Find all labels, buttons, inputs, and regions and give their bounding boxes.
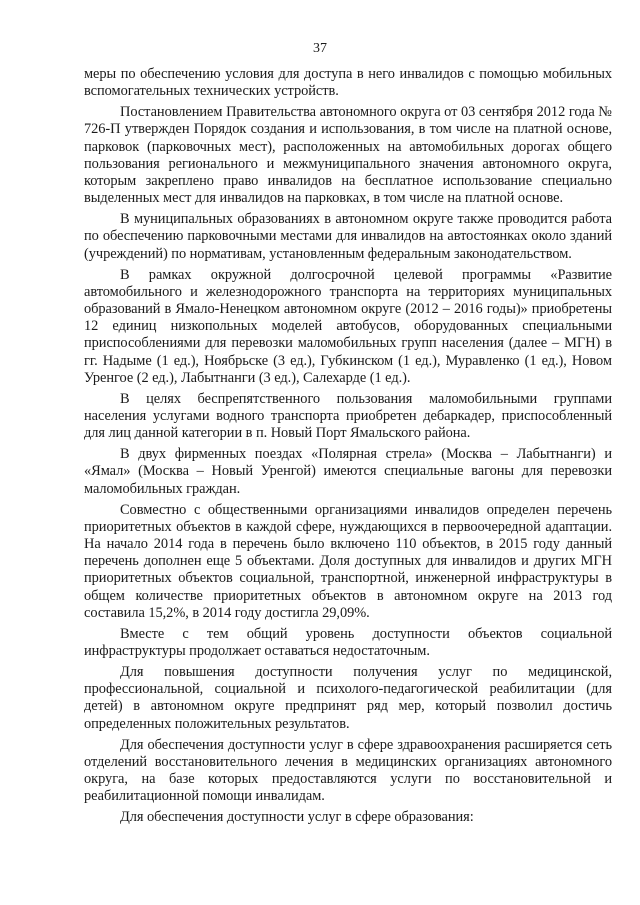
paragraph-6: В двух фирменных поездах «Полярная стрела» (Москва – Лабытнанги) и «Ямал» (Москва – Новый Уренгой) имеются специальные вагоны для перевозки маломобильных граждан.: [84, 446, 612, 497]
document-body: [84, 66, 612, 831]
page-number: 37: [313, 41, 327, 56]
paragraph-9: Для повышения доступности получения услуг по медицинской, профессиональной, социальной и психолого-педагогической реабилитации (для детей) в автономном округе предпринят ряд мер, который позволил достичь определенных положительных результатов.: [84, 664, 612, 732]
paragraph-11: Для обеспечения доступности услуг в сфере образования:: [120, 809, 474, 826]
paragraph-2: Постановлением Правительства автономного округа от 03 сентября 2012 года № 726-П утвержден Порядок создания и использования, в том числе на платной основе, парковок (парковочных мест), расположенных на автомобильных дорогах общего пользования регионального и межмуниципального значения автономного округа, которым закреплено право инвалидов на бесплатное использование специально выделенных мест для инвалидов на парковках, в том числе на платной основе.: [84, 104, 612, 207]
paragraph-10: Для обеспечения доступности услуг в сфере здравоохранения расширяется сеть отделений восстановительного лечения в медицинских организациях автономного округа, на базе которых предоставляются услуги по восстановительной и реабилитационной помощи инвалидам.: [84, 736, 612, 805]
paragraph-5: В целях беспрепятственного пользования маломобильными группами населения услугами водного транспорта приобретен дебаркадер, приспособленный для лиц данной категории в п. Новый Порт Ямальского района.: [84, 390, 612, 442]
paragraph-7: Совместно с общественными организациями инвалидов определен перечень приоритетных объектов в каждой сфере, нуждающихся в первоочередной адаптации. На начало 2014 года в перечень было включено 110 объектов, в 2015 году данный перечень дополнен еще 5 объектами. Доля доступных для инвалидов и других МГН приоритетных объектов социальной, транспортной, инженерной инфраструктуры в общем количестве приоритетных объектов в автономном округе на 2013 год составила 15,2%, в 2014 году достигла 29,09%.: [84, 501, 612, 621]
paragraph-3: В муниципальных образованиях в автономном округе также проводится работа по обеспечению парковочными местами для инвалидов на автостоянках около зданий (учреждений) по нормативам, установленным федеральным законодательством.: [84, 211, 612, 262]
paragraph-4: В рамках окружной долгосрочной целевой программы «Развитие автомобильного и железнодорожного транспорта на территориях муниципальных образований в Ямало-Ненецком автономном округе (2012 – 2016 годы)» приобретены 12 единиц низкопольных моделей автобусов, оборудованных специальными приспособлениями для перевозки маломобильных групп населения (далее – МГН) в гг. Надыме (1 ед.), Ноябрьске (3 ед.), Губкинском (1 ед.), Муравленко (1 ед.), Новом Уренгое (2 ед.), Лабытнанги (3 ед.), Салехарде (1 ед.).: [84, 266, 612, 386]
paragraph-8: Вместе с тем общий уровень доступности объектов социальной инфраструктуры продолжает оставаться недостаточным.: [84, 625, 612, 659]
paragraph-1: меры по обеспечению условия для доступа в него инвалидов с помощью мобильных вспомогательных технических устройств.: [84, 66, 612, 100]
